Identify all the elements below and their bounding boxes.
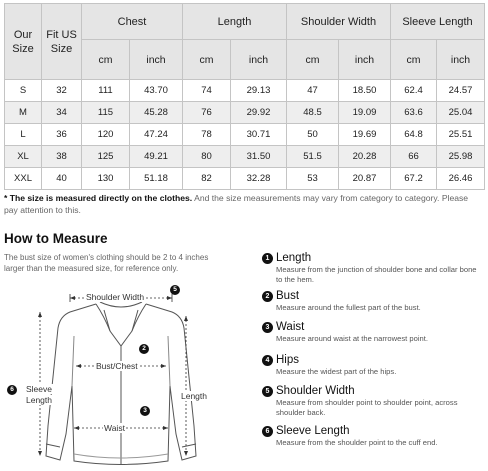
table-cell: 31.50: [231, 146, 287, 168]
measure-item-desc: Measure around waist at the narrowest point.: [276, 334, 428, 343]
table-cell: 78: [183, 124, 231, 146]
unit-header: cm: [183, 40, 231, 80]
number-badge: 3: [262, 322, 273, 333]
table-cell: 20.87: [339, 168, 391, 190]
table-row: [5, 168, 485, 190]
table-cell: 45.28: [130, 102, 183, 124]
table-cell: 19.09: [339, 102, 391, 124]
size-cell: M: [5, 102, 42, 124]
table-cell: 25.98: [437, 146, 485, 168]
table-cell: 80: [183, 146, 231, 168]
table-cell: 30.71: [231, 124, 287, 146]
number-badge: 6: [262, 426, 273, 437]
number-badge: 5: [262, 386, 273, 397]
table-cell: 62.4: [391, 80, 437, 102]
table-cell: 82: [183, 168, 231, 190]
unit-header: cm: [287, 40, 339, 80]
header-fit-us-size: Fit US Size: [42, 4, 82, 80]
size-cell: L: [5, 124, 42, 146]
table-cell: 67.2: [391, 168, 437, 190]
measure-item-desc: Measure from shoulder point to shoulder point, across shoulder back.: [276, 398, 458, 417]
measure-item-desc: Measure from the shoulder point to the cuff end.: [276, 438, 438, 447]
table-cell: 19.69: [339, 124, 391, 146]
measure-item-title: Sleeve Length: [276, 425, 350, 437]
how-to-measure-description: The bust size of women's clothing should be 2 to 4 inches larger than the measured size, for reference only.: [4, 253, 209, 273]
measure-item-title: Shoulder Width: [276, 385, 355, 397]
table-cell: 63.6: [391, 102, 437, 124]
table-cell: 38: [42, 146, 82, 168]
number-badge: 1: [262, 253, 273, 264]
table-cell: 47: [287, 80, 339, 102]
measure-item-desc: Measure around the fullest part of the bust.: [276, 303, 421, 312]
header-our-size: Our Size: [5, 4, 42, 80]
table-cell: 64.8: [391, 124, 437, 146]
unit-header: cm: [391, 40, 437, 80]
unit-header: inch: [231, 40, 287, 80]
table-cell: 50: [287, 124, 339, 146]
table-cell: 74: [183, 80, 231, 102]
size-chart-table: [4, 3, 485, 190]
table-cell: 24.57: [437, 80, 485, 102]
table-cell: 40: [42, 168, 82, 190]
unit-header: inch: [437, 40, 485, 80]
number-badge: 4: [262, 355, 273, 366]
table-cell: 29.13: [231, 80, 287, 102]
diagram-number-2: 2: [139, 344, 149, 354]
unit-header: cm: [82, 40, 130, 80]
measure-item-title: Waist: [276, 321, 305, 333]
table-cell: 120: [82, 124, 130, 146]
header-chest: Chest: [82, 4, 183, 40]
table-cell: 29.92: [231, 102, 287, 124]
shirt-measurement-diagram: [0, 276, 250, 471]
table-cell: 51.5: [287, 146, 339, 168]
table-cell: 25.04: [437, 102, 485, 124]
table-cell: 53: [287, 168, 339, 190]
number-badge: 2: [262, 291, 273, 302]
size-cell: XL: [5, 146, 42, 168]
diagram-number-5: 5: [170, 285, 180, 295]
size-note-bold: * The size is measured directly on the clothes.: [4, 193, 193, 203]
measure-item-title: Bust: [276, 290, 300, 302]
diagram-number-3: 3: [140, 406, 150, 416]
table-cell: 20.28: [339, 146, 391, 168]
unit-header: inch: [130, 40, 183, 80]
diagram-label-shoulder-width: Shoulder Width: [86, 292, 145, 302]
table-cell: 18.50: [339, 80, 391, 102]
diagram-label-sleeve-line2: Length: [26, 395, 52, 405]
diagram-label-length: Length: [181, 391, 207, 401]
table-cell: 125: [82, 146, 130, 168]
table-cell: 49.21: [130, 146, 183, 168]
table-cell: 48.5: [287, 102, 339, 124]
diagram-label-bust: Bust/Chest: [96, 361, 138, 371]
shirt-illustration: [0, 276, 250, 471]
diagram-label-sleeve-line1: Sleeve: [26, 384, 52, 394]
size-cell: S: [5, 80, 42, 102]
how-to-measure-title: How to Measure: [4, 231, 108, 246]
table-cell: 26.46: [437, 168, 485, 190]
table-cell: 36: [42, 124, 82, 146]
table-cell: 130: [82, 168, 130, 190]
table-row: [5, 146, 485, 168]
size-cell: XXL: [5, 168, 42, 190]
table-row: [5, 80, 485, 102]
measure-item-title: Hips: [276, 354, 300, 366]
unit-header: inch: [339, 40, 391, 80]
measure-item-title: Length: [276, 252, 312, 264]
table-cell: 66: [391, 146, 437, 168]
header-sleeve-length: Sleeve Length: [391, 4, 485, 40]
size-note-text: And the size measurements may vary from category to category. Please pay attention to this.: [4, 193, 469, 215]
table-cell: 32: [42, 80, 82, 102]
table-cell: 25.51: [437, 124, 485, 146]
size-note: [4, 192, 482, 216]
table-cell: 51.18: [130, 168, 183, 190]
measure-item-desc: Measure from the junction of shoulder bone and collar bone to the hem.: [276, 265, 477, 284]
table-row: [5, 124, 485, 146]
header-length: Length: [183, 4, 287, 40]
table-cell: 34: [42, 102, 82, 124]
table-cell: 47.24: [130, 124, 183, 146]
table-cell: 111: [82, 80, 130, 102]
diagram-number-6: 6: [7, 385, 17, 395]
table-row: [5, 102, 485, 124]
table-cell: 32.28: [231, 168, 287, 190]
measure-item-desc: Measure the widest part of the hips.: [276, 367, 397, 376]
header-shoulder-width: Shoulder Width: [287, 4, 391, 40]
table-cell: 76: [183, 102, 231, 124]
table-cell: 43.70: [130, 80, 183, 102]
diagram-label-waist: Waist: [104, 423, 125, 433]
table-cell: 115: [82, 102, 130, 124]
